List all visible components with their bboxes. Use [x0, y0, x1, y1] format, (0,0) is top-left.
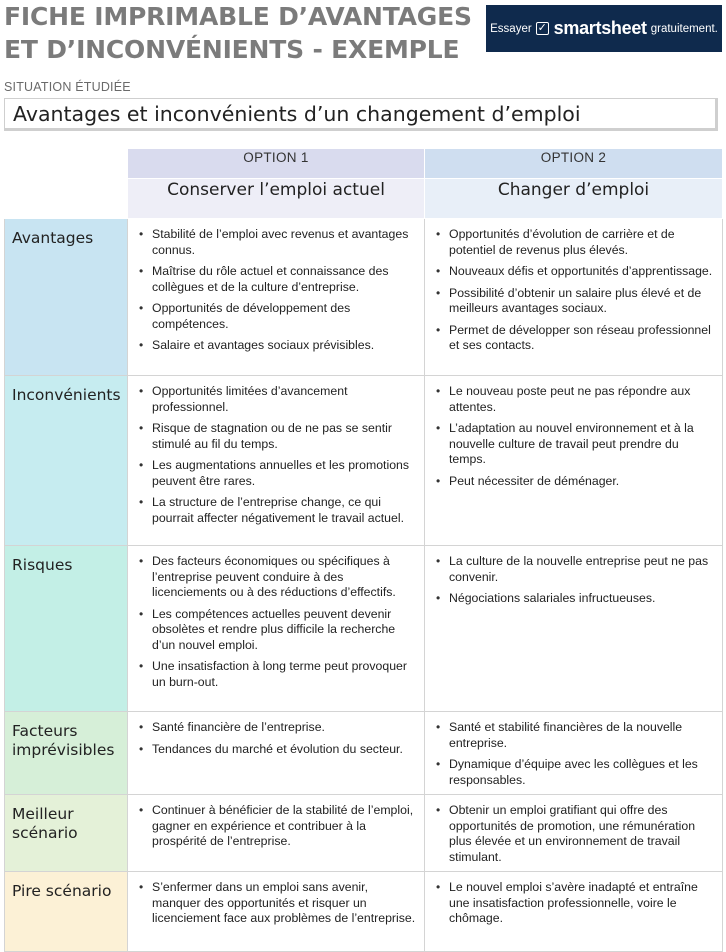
- row-label: Pire scénario: [5, 872, 128, 952]
- page-title: [4, 0, 474, 66]
- list-item: • Maîtrise du rôle actuel et connaissance des collègues et de la culture d’entreprise.: [152, 264, 416, 295]
- list-item: • L’adaptation au nouvel environnement et à la nouvelle culture de travail peut prendre du temps.: [449, 421, 714, 468]
- list-item: • Possibilité d’obtenir un salaire plus élevé et de meilleurs avantages sociaux.: [449, 286, 714, 317]
- option-2-cell[interactable]: [425, 546, 723, 712]
- table-row: [5, 376, 723, 546]
- list-item: • Permet de développer son réseau professionnel et ses contacts.: [449, 323, 714, 354]
- try-smartsheet-button[interactable]: [486, 5, 722, 52]
- list-item: • Opportunités de développement des compétences.: [152, 301, 416, 332]
- option-2-title[interactable]: Changer d’emploi: [425, 179, 723, 219]
- option-1-cell[interactable]: [128, 712, 425, 795]
- cta-suffix: gratuitement.: [650, 22, 718, 35]
- option-1-cell[interactable]: [128, 546, 425, 712]
- option-1-cell[interactable]: [128, 219, 425, 376]
- bullet-list: [433, 720, 714, 788]
- bullet-list: [433, 384, 714, 489]
- list-item: • Nouveaux défis et opportunités d’apprentissage.: [449, 264, 714, 280]
- row-label: Risques: [5, 546, 128, 712]
- row-label: Facteurs imprévisibles: [5, 712, 128, 795]
- row-label: Meilleur scénario: [5, 795, 128, 872]
- bullet-list: [433, 880, 714, 927]
- table-row: [5, 795, 723, 872]
- title-line-1: FICHE IMPRIMABLE D’AVANTAGES: [4, 2, 472, 31]
- list-item: • Négociations salariales infructueuses.: [449, 591, 714, 607]
- option-1-header: OPTION 1: [128, 149, 425, 179]
- list-item: • Santé financière de l’entreprise.: [152, 720, 416, 736]
- list-item: • Salaire et avantages sociaux prévisibles.: [152, 338, 416, 354]
- bullet-list: [433, 803, 714, 865]
- option-2-cell[interactable]: [425, 712, 723, 795]
- table-row: [5, 872, 723, 952]
- list-item: • Opportunités limitées d’avancement professionnel.: [152, 384, 416, 415]
- list-item: • Opportunités d’évolution de carrière et de potentiel de revenus plus élevés.: [449, 227, 714, 258]
- table-row: [5, 219, 723, 376]
- situation-field[interactable]: Avantages et inconvénients d’un changement d’emploi: [4, 98, 718, 131]
- row-label: Avantages: [5, 219, 128, 376]
- list-item: • La culture de la nouvelle entreprise peut ne pas convenir.: [449, 554, 714, 585]
- bullet-list: [433, 554, 714, 607]
- list-item: • Continuer à bénéficier de la stabilité de l’emploi, gagner en expérience et contribuer à la prospérité de l’entreprise.: [152, 803, 416, 850]
- bullet-list: [433, 227, 714, 354]
- cta-prefix: Essayer: [490, 22, 532, 35]
- option-1-cell[interactable]: [128, 376, 425, 546]
- list-item: • Les compétences actuelles peuvent devenir obsolètes et rendre plus difficile la recherche d’un nouvel emploi.: [152, 607, 416, 654]
- list-item: • Peut nécessiter de déménager.: [449, 474, 714, 490]
- list-item: • Risque de stagnation ou de ne pas se sentir stimulé au fil du temps.: [152, 421, 416, 452]
- option-1-cell[interactable]: [128, 872, 425, 952]
- situation-label: SITUATION ÉTUDIÉE: [4, 80, 131, 94]
- option-2-cell[interactable]: [425, 872, 723, 952]
- option-2-header: OPTION 2: [425, 149, 723, 179]
- bullet-list: [136, 384, 416, 526]
- corner-blank: [5, 149, 128, 219]
- bullet-list: [136, 227, 416, 354]
- bullet-list: [136, 720, 416, 757]
- list-item: • Santé et stabilité financières de la nouvelle entreprise.: [449, 720, 714, 751]
- bullet-list: [136, 803, 416, 850]
- table-row: [5, 546, 723, 712]
- list-item: • Les augmentations annuelles et les promotions peuvent être rares.: [152, 458, 416, 489]
- list-item: • Tendances du marché et évolution du secteur.: [152, 742, 416, 758]
- list-item: • Une insatisfaction à long terme peut provoquer un burn-out.: [152, 659, 416, 690]
- list-item: • S’enfermer dans un emploi sans avenir, manquer des opportunités et risquer un licenciement face aux problèmes de l’entreprise.: [152, 880, 416, 927]
- option-2-cell[interactable]: [425, 219, 723, 376]
- option-2-cell[interactable]: [425, 376, 723, 546]
- option-1-title[interactable]: Conserver l’emploi actuel: [128, 179, 425, 219]
- bullet-list: [136, 554, 416, 690]
- list-item: • Obtenir un emploi gratifiant qui offre des opportunités de promotion, une rémunération plus élevée et un environnement de travail stimulant.: [449, 803, 714, 865]
- option-1-cell[interactable]: [128, 795, 425, 872]
- list-item: • Dynamique d’équipe avec les collègues et les responsables.: [449, 757, 714, 788]
- table-row: [5, 712, 723, 795]
- bullet-list: [136, 880, 416, 927]
- option-2-cell[interactable]: [425, 795, 723, 872]
- row-label: Inconvénients: [5, 376, 128, 546]
- list-item: • Des facteurs économiques ou spécifiques à l’entreprise peuvent conduire à des licenciements ou à des réductions d’effectifs.: [152, 554, 416, 601]
- title-line-2: ET D’INCONVÉNIENTS - EXEMPLE: [4, 35, 460, 64]
- list-item: • Le nouvel emploi s’avère inadapté et entraîne une insatisfaction professionnelle, voire le chômage.: [449, 880, 714, 927]
- list-item: • La structure de l’entreprise change, ce qui pourrait affecter négativement le travail actuel.: [152, 495, 416, 526]
- list-item: • Le nouveau poste peut ne pas répondre aux attentes.: [449, 384, 714, 415]
- checkmark-icon: ✓: [537, 22, 547, 34]
- pros-cons-table: [4, 148, 723, 952]
- list-item: • Stabilité de l’emploi avec revenus et avantages connus.: [152, 227, 416, 258]
- smartsheet-logo: smartsheet: [553, 18, 647, 38]
